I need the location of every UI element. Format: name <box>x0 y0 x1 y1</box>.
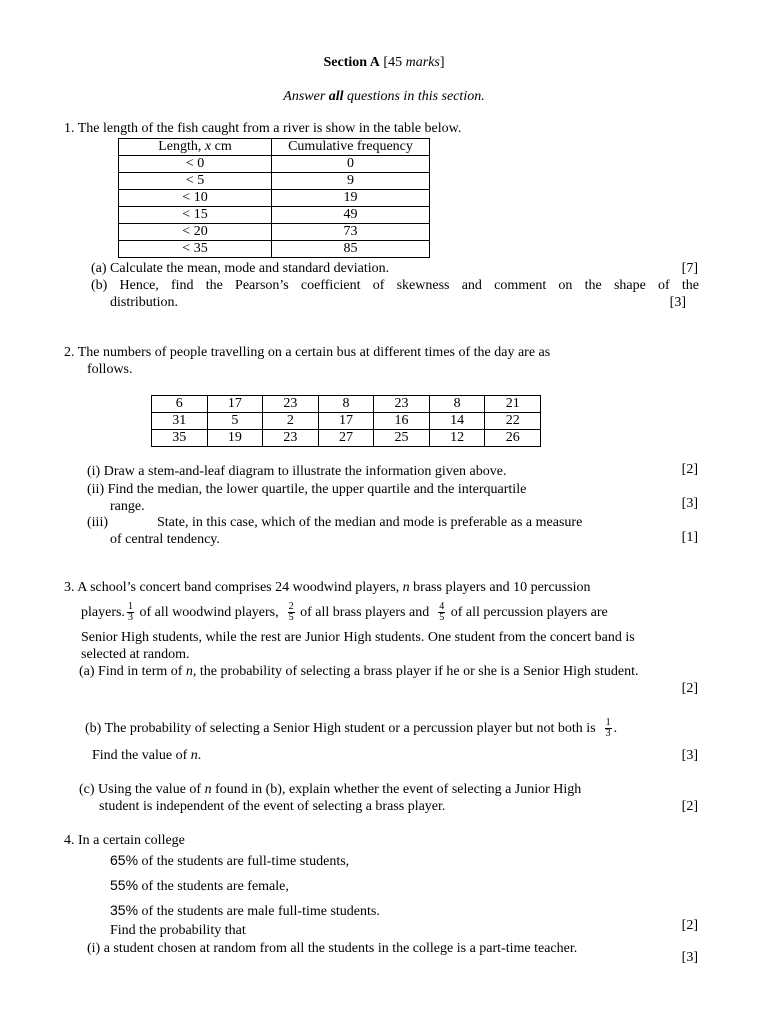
table-row: < 10 19 <box>119 190 430 207</box>
q3-part-a: (a) Find in term of n, the probability of selecting a brass player if he or she is a Senior High student. <box>79 664 639 679</box>
q1-text: 1. The length of the fish caught from a river is show in the table below. <box>64 121 462 136</box>
q1-table <box>118 138 430 258</box>
table-row: < 35 85 <box>119 241 430 258</box>
q4-line1: 4. In a certain college <box>64 833 185 848</box>
q3-part-c-line1: (c) Using the value of n found in (b), explain whether the event of selecting a Junior High <box>79 782 582 797</box>
fraction-four-fifths: $\frac{4}{5}$ <box>439 601 445 624</box>
q1-part-a: (a) Calculate the mean, mode and standard deviation. <box>91 261 390 276</box>
q1-part-a-marks: [7] <box>681 261 698 276</box>
q3-part-c-marks: [2] <box>681 799 698 814</box>
q4-part-i-marks: [3] <box>681 950 698 965</box>
q2-line1: 2. The numbers of people travelling on a certain bus at different times of the day are as <box>64 345 551 360</box>
q4-statement-3: 35% of the students are male full-time students. <box>110 902 380 919</box>
q3-line4: selected at random. <box>81 647 190 662</box>
q3-part-a-marks: [2] <box>681 681 698 696</box>
table-row: 6 17 23 8 23 8 21 <box>152 396 541 413</box>
fraction-two-fifths: $\frac{2}{5}$ <box>288 601 294 624</box>
q3-line3: Senior High students, while the rest are Junior High students. One student from the concert band is <box>81 630 635 645</box>
table-row: < 5 9 <box>119 173 430 190</box>
q3-part-b-line2: Find the value of n. <box>92 748 202 763</box>
fraction-one-third-b: $\frac{1}{3}$ <box>605 717 611 740</box>
table-row: < 20 73 <box>119 224 430 241</box>
q2-part-iii-marks: [1] <box>681 530 698 545</box>
q4-find: Find the probability that <box>110 923 246 938</box>
table-header-frequency: Cumulative frequency <box>272 139 430 156</box>
q2-part-ii-line1: (ii) Find the median, the lower quartile, the upper quartile and the interquartile <box>87 482 527 497</box>
section-instruction: Answer all questions in this section. <box>283 89 485 104</box>
q2-part-i: (i) Draw a stem-and-leaf diagram to illustrate the information given above. <box>87 464 507 479</box>
q3-part-b-line1: (b) The probability of selecting a Senior High student or a percussion player but not both is $\frac{1}{3}$ . <box>85 717 618 740</box>
q4-part-i: (i) a student chosen at random from all the students in the college is a part-time teacher. <box>87 941 578 956</box>
table-header-length: Length, x cm <box>119 139 272 156</box>
q2-part-iii-label: (iii) <box>87 515 108 530</box>
q2-table <box>151 395 541 447</box>
q4-statement-1: 65% of the students are full-time students, <box>110 852 350 869</box>
q2-line2: follows. <box>87 362 133 377</box>
table-row: < 0 0 <box>119 156 430 173</box>
table-row: 31 5 2 17 16 14 22 <box>152 413 541 430</box>
q3-part-b-marks: [3] <box>681 748 698 763</box>
q4-statement-2: 55% of the students are female, <box>110 877 289 894</box>
section-heading: Section A [45 marks] <box>323 55 445 70</box>
q2-part-iii-line1: State, in this case, which of the median and mode is preferable as a measure <box>157 515 583 530</box>
fraction-one-third: $\frac{1}{3}$ <box>127 601 133 624</box>
q2-part-i-marks: [2] <box>681 462 698 477</box>
q1-part-b-marks: [3] <box>669 295 686 310</box>
q3-part-c-line2: student is independent of the event of selecting a brass player. <box>99 799 446 814</box>
q3-line1: 3. A school’s concert band comprises 24 woodwind players, n brass players and 10 percussion <box>64 580 591 595</box>
q4-find-marks: [2] <box>681 918 698 933</box>
q1-part-b-line2: distribution. <box>110 295 179 310</box>
q2-part-iii-line2: of central tendency. <box>110 532 220 547</box>
q2-part-ii-line2: range. <box>110 499 145 514</box>
table-row <box>119 139 430 156</box>
q2-part-ii-marks: [3] <box>681 496 698 511</box>
q3-line2: players. $\frac{1}{3}$ of all woodwind players, $\frac{2}{5}$ of all brass players and $\frac{4}{5}$ of all percussion players are <box>81 601 608 624</box>
table-row: 35 19 23 27 25 12 26 <box>152 430 541 447</box>
q1-part-b-line1: (b) Hence, find the Pearson’s coefficient of skewness and comment on the shape of the <box>91 278 699 293</box>
table-row: < 15 49 <box>119 207 430 224</box>
